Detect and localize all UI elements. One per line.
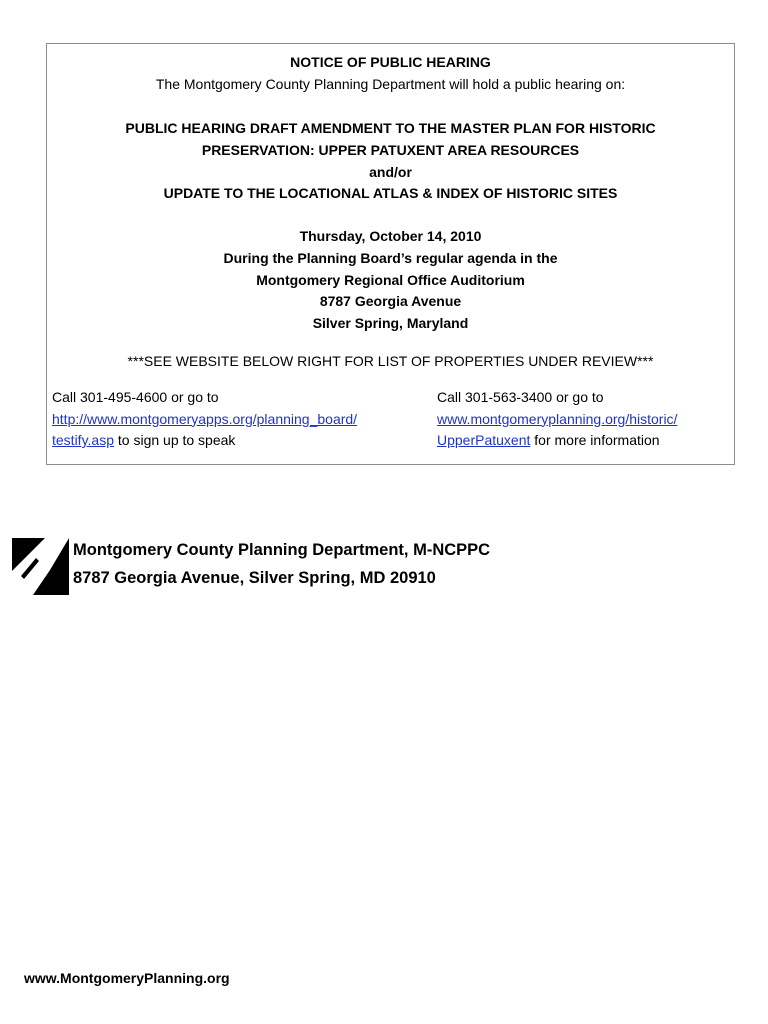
contact-right-suffix: for more information <box>530 432 660 448</box>
organization-address: 8787 Georgia Avenue, Silver Spring, MD 20910 <box>73 569 436 587</box>
notice-subject-line-1: PUBLIC HEARING DRAFT AMENDMENT TO THE MASTER PLAN FOR HISTORIC <box>125 120 656 136</box>
contact-left-suffix: to sign up to speak <box>114 432 236 448</box>
notice-subject-line-2: PRESERVATION: UPPER PATUXENT AREA RESOURCES <box>201 142 580 158</box>
hearing-date: Thursday, October 14, 2010 <box>299 228 482 244</box>
notice-connector: and/or <box>369 164 412 180</box>
historic-link-part-2[interactable]: UpperPatuxent <box>437 432 531 448</box>
contact-right <box>437 387 677 452</box>
contact-right-call-line: Call 301-563-3400 or go to <box>437 389 604 405</box>
historic-link-part-1[interactable]: www.montgomeryplanning.org/historic/ <box>437 410 678 427</box>
public-hearing-notice <box>46 43 735 465</box>
organization-info <box>73 536 490 592</box>
organization-name: Montgomery County Planning Department, M-NCPPC <box>73 541 491 559</box>
contact-left-call-line: Call 301-495-4600 or go to <box>52 389 219 405</box>
footer-website[interactable]: www.MontgomeryPlanning.org <box>24 970 230 986</box>
testify-link-part-2[interactable]: testify.asp <box>52 432 114 448</box>
testify-link-part-1[interactable]: http://www.montgomeryapps.org/planning_board/ <box>52 410 358 427</box>
notice-title: NOTICE OF PUBLIC HEARING <box>290 54 491 70</box>
montgomery-planning-logo-icon <box>12 538 69 595</box>
website-note: ***SEE WEBSITE BELOW RIGHT FOR LIST OF PROPERTIES UNDER REVIEW*** <box>127 353 654 369</box>
hearing-venue: Montgomery Regional Office Auditorium <box>256 272 525 288</box>
hearing-city: Silver Spring, Maryland <box>312 315 469 331</box>
notice-intro: The Montgomery County Planning Department will hold a public hearing on: <box>155 76 626 92</box>
hearing-agenda: During the Planning Board’s regular agenda in the <box>223 250 558 266</box>
contact-left <box>52 387 357 452</box>
notice-subject-line-3: UPDATE TO THE LOCATIONAL ATLAS & INDEX OF HISTORIC SITES <box>163 185 618 201</box>
hearing-street: 8787 Georgia Avenue <box>319 293 462 309</box>
